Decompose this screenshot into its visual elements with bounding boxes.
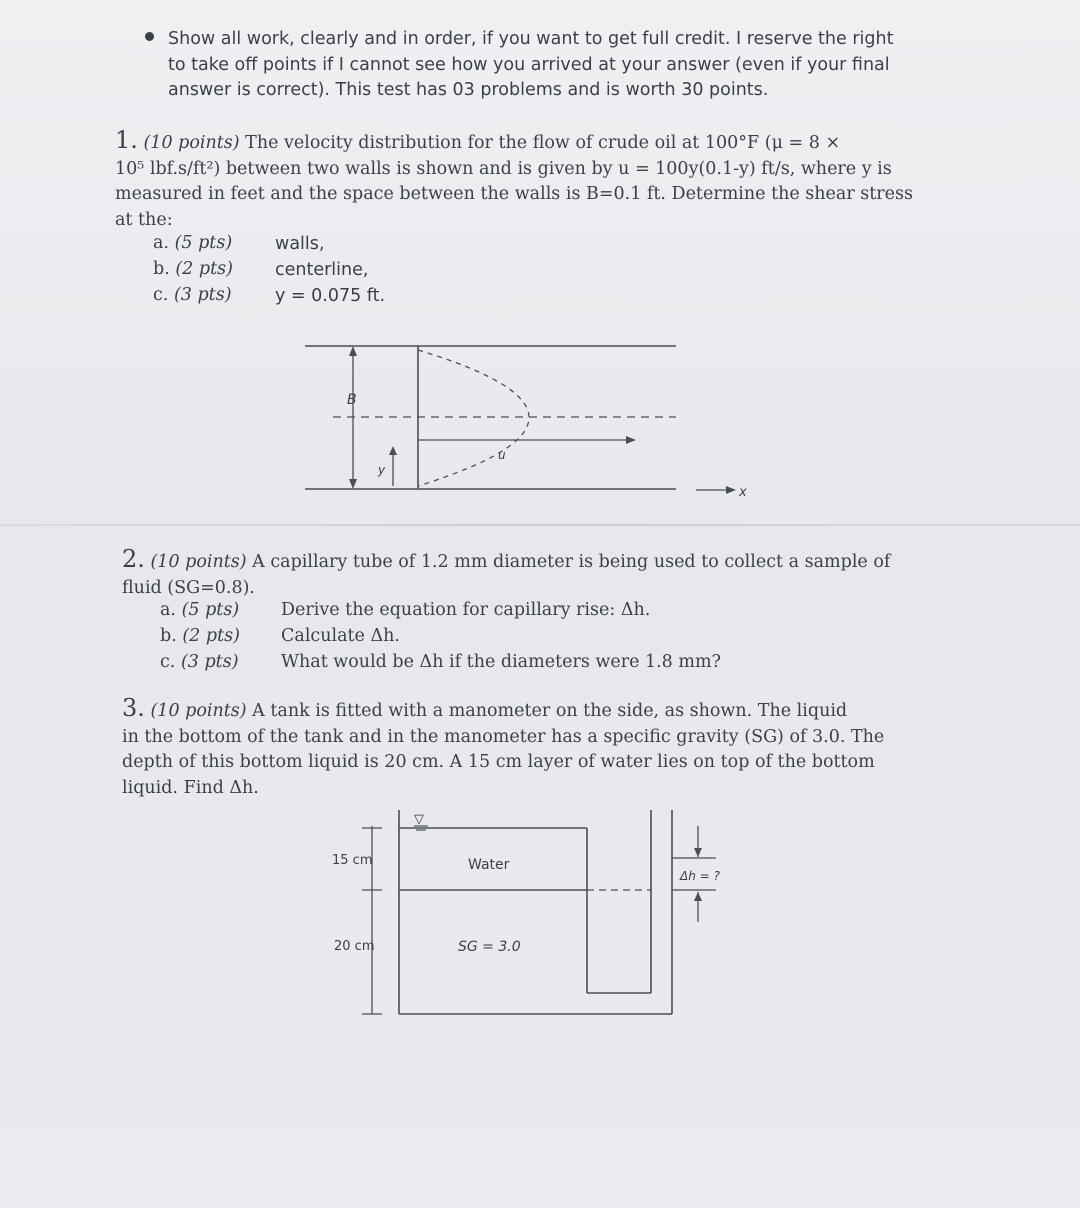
b-label: B bbox=[347, 392, 357, 408]
water-surface-icon: ▽ bbox=[414, 812, 424, 827]
problem-3-line-2: in the bottom of the tank and in the manometer has a specific gravity (SG) of 3.0. The bbox=[122, 726, 885, 747]
problem-2-part-c-text: What would be Δh if the diameters were 1.8 mm? bbox=[281, 652, 721, 672]
problem-2-number: 2. bbox=[122, 545, 145, 573]
problem-3-points: (10 points) bbox=[150, 701, 247, 721]
liquid-depth-label: 20 cm bbox=[334, 939, 375, 954]
problem-3-line-4: liquid. Find Δh. bbox=[122, 777, 259, 798]
part-points: (3 pts) bbox=[180, 652, 239, 672]
part-label: b. bbox=[160, 626, 177, 646]
problem-2-points: (10 points) bbox=[150, 552, 247, 572]
problem-1-part-b-text: centerline, bbox=[275, 260, 369, 280]
part-label: c. bbox=[160, 652, 176, 672]
problem-1-line-4: at the: bbox=[115, 209, 173, 230]
problem-2-line-1: A capillary tube of 1.2 mm diameter is being used to collect a sample of bbox=[252, 552, 891, 572]
problem-1-part-c-text: y = 0.075 ft. bbox=[275, 286, 386, 306]
problem-1-line-3: measured in feet and the space between the walls is B=0.1 ft. Determine the shear stress bbox=[115, 184, 913, 204]
part-label: b. bbox=[153, 259, 170, 279]
y-label: y bbox=[378, 463, 386, 477]
dh-arrow-up-icon bbox=[694, 892, 702, 901]
instructions-line-1: Show all work, clearly and in order, if you want to get full credit. I reserve the right bbox=[168, 29, 894, 49]
problem-1-part-a-text: walls, bbox=[275, 234, 325, 254]
water-depth-label: 15 cm bbox=[332, 853, 373, 868]
part-points: (5 pts) bbox=[174, 233, 233, 253]
instructions-line-2: to take off points if I cannot see how you arrived at your answer (even if your final bbox=[168, 54, 890, 75]
problem-2-line-2: fluid (SG=0.8). bbox=[122, 577, 255, 598]
part-label: a. bbox=[160, 600, 176, 620]
problem-3-line-3: depth of this bottom liquid is 20 cm. A 15 cm layer of water lies on top of the bottom bbox=[122, 752, 875, 772]
part-points: (5 pts) bbox=[181, 600, 240, 620]
part-label: c. bbox=[153, 285, 169, 305]
problem-1-line-1: The velocity distribution for the flow of crude oil at 100°F (μ = 8 × bbox=[245, 133, 841, 153]
x-label: x bbox=[739, 485, 747, 500]
problem-1-number: 1. bbox=[115, 126, 138, 154]
part-points: (3 pts) bbox=[173, 285, 232, 305]
instructions-line-3: answer is correct). This test has 03 problems and is worth 30 points. bbox=[168, 80, 769, 100]
problem-1-points: (10 points) bbox=[143, 133, 240, 153]
problem-1-line-2: 10⁵ lbf.s/ft²) between two walls is shown and is given by u = 100y(0.1-y) ft/s, where y is bbox=[115, 158, 892, 179]
sg-label: SG = 3.0 bbox=[458, 939, 521, 955]
problem-3-line-1: A tank is fitted with a manometer on the side, as shown. The liquid bbox=[252, 701, 848, 721]
problem-3-number: 3. bbox=[122, 694, 145, 722]
part-label: a. bbox=[153, 233, 169, 253]
problem-2-part-a-text: Derive the equation for capillary rise: Δh. bbox=[281, 600, 651, 620]
dh-label: Δh = ? bbox=[680, 869, 720, 883]
dh-arrow-down-icon bbox=[694, 848, 702, 857]
part-points: (2 pts) bbox=[175, 259, 233, 279]
problem-2-part-b-text: Calculate Δh. bbox=[281, 626, 400, 646]
part-points: (2 pts) bbox=[182, 626, 240, 646]
u-label: u bbox=[498, 448, 506, 462]
water-label: Water bbox=[468, 857, 510, 873]
